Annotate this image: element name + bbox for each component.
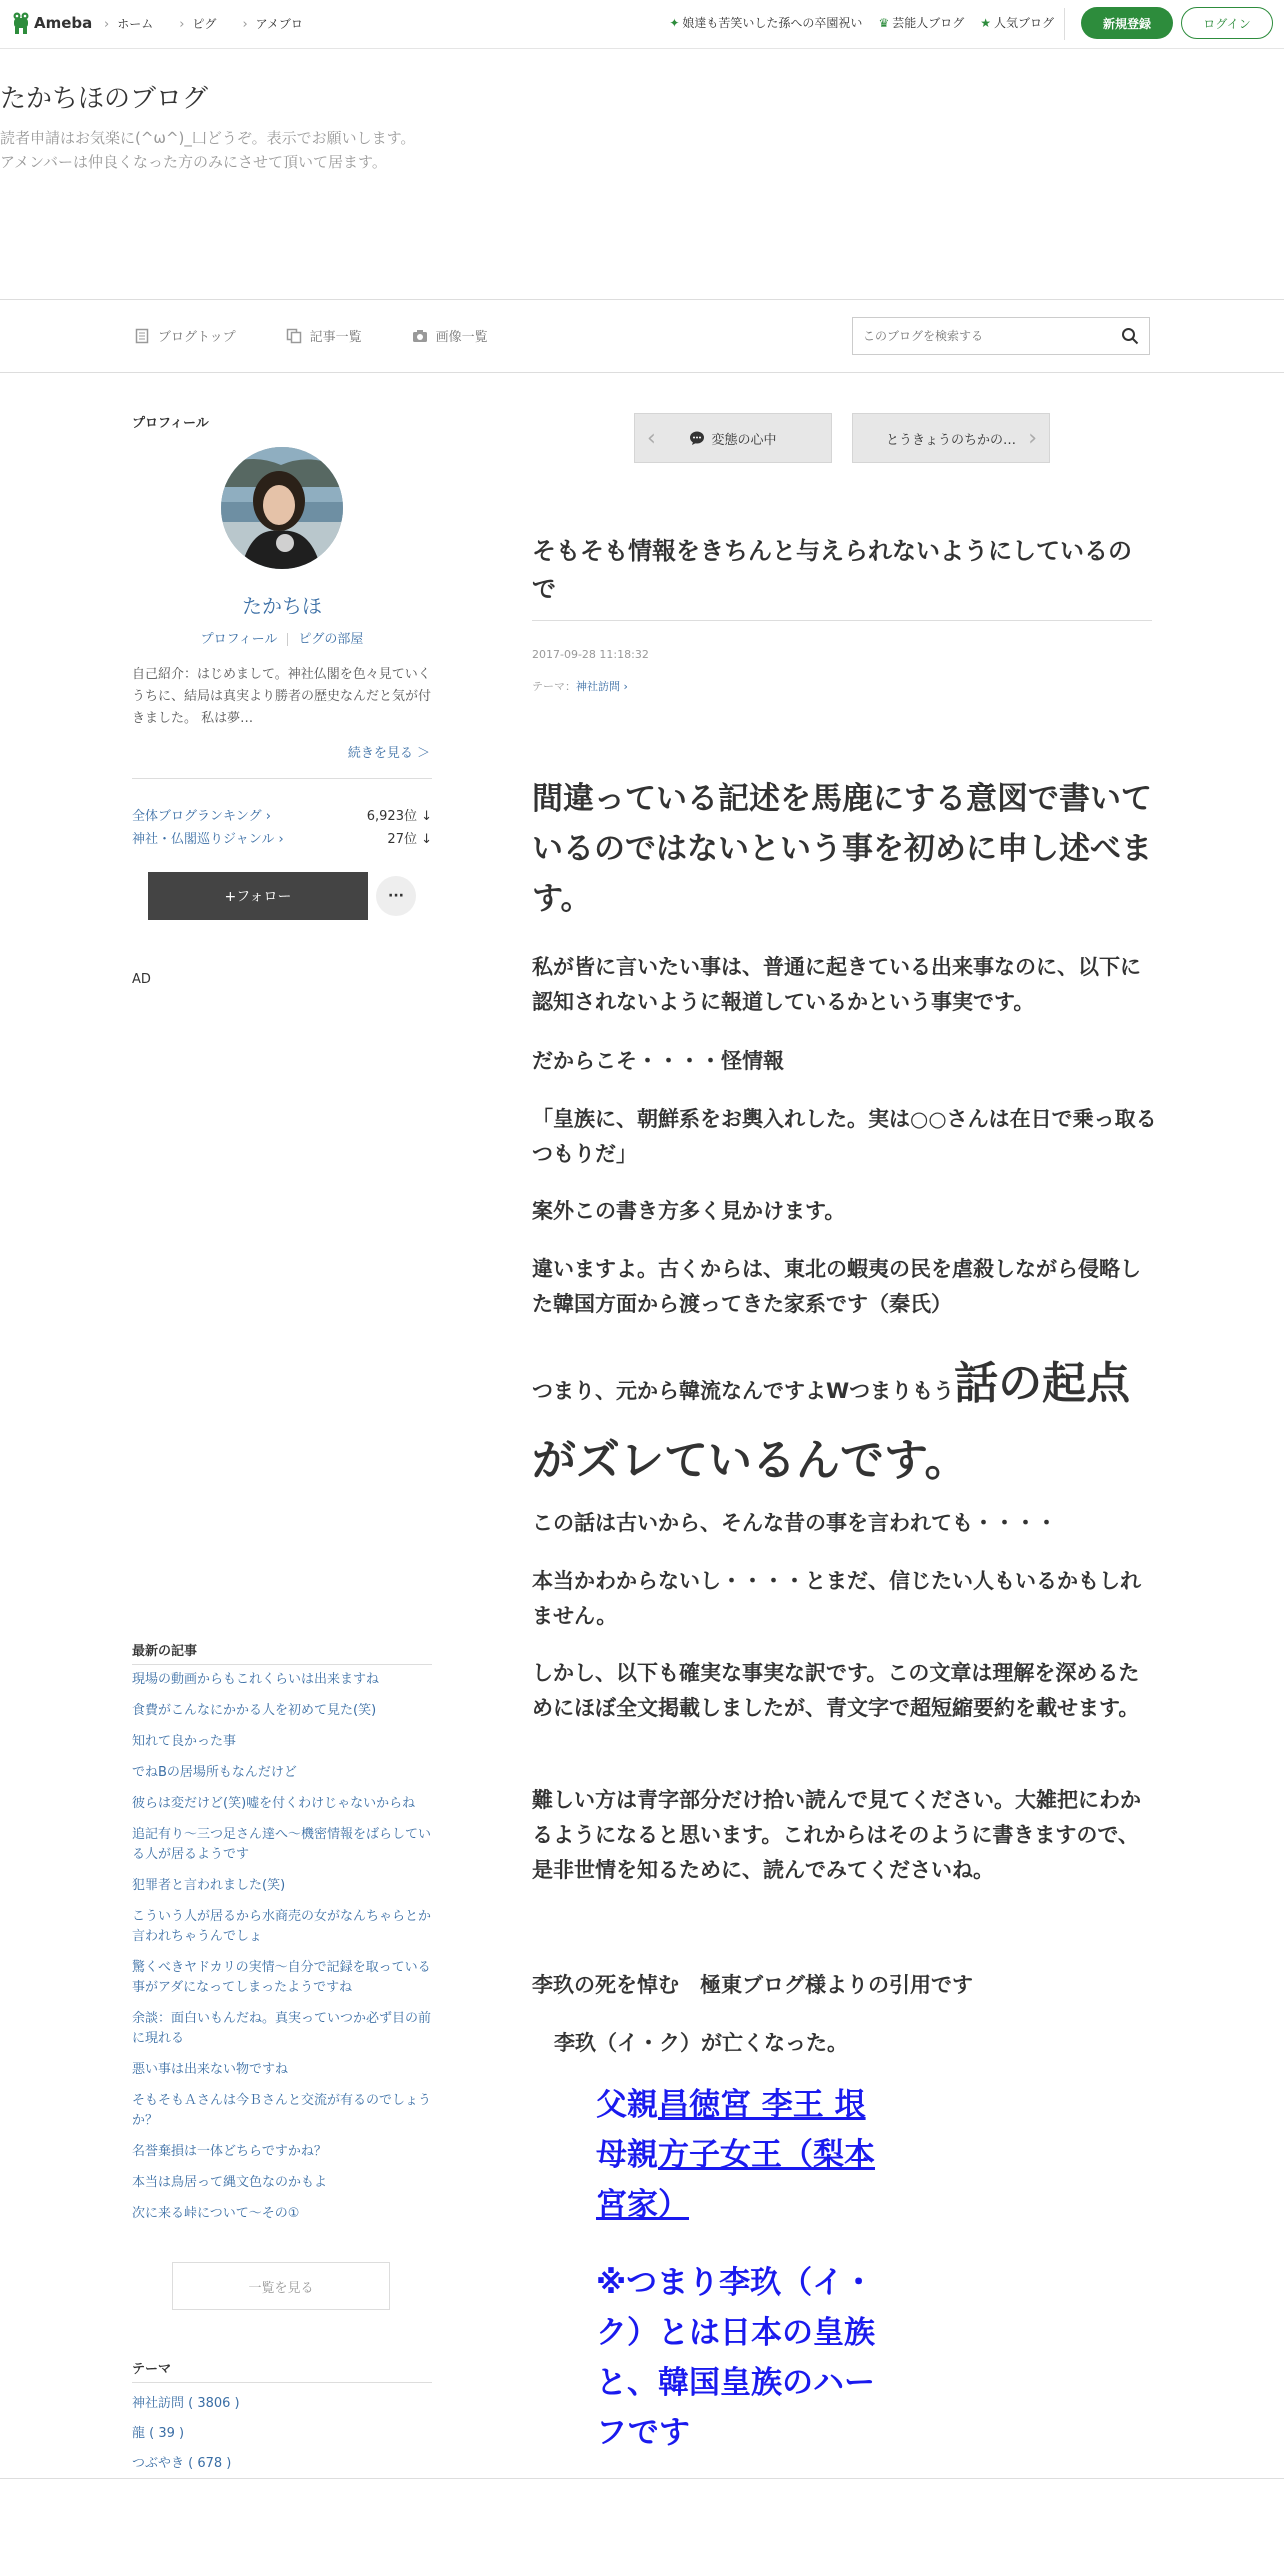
recent-articles-list bbox=[132, 1670, 432, 2235]
header-link-label: 芸能人ブログ bbox=[892, 16, 965, 30]
blog-search-input[interactable] bbox=[853, 318, 1113, 354]
sidebar-divider bbox=[132, 778, 432, 779]
global-header bbox=[0, 0, 1284, 49]
blog-nav bbox=[134, 326, 488, 345]
blog-description-line: アメンバーは仲良くなった方のみにさせて頂いて居ます。 bbox=[0, 153, 387, 171]
nav-ameblo[interactable]: › アメブロ bbox=[242, 15, 302, 32]
mother-label: 母親 bbox=[596, 2137, 658, 2173]
recent-article-link[interactable]: 悪い事は出来ない物ですね bbox=[132, 2062, 289, 2077]
blog-nav-top-label: ブログトップ bbox=[158, 330, 236, 345]
profile-heading: プロフィール bbox=[132, 416, 209, 431]
mother-name-link[interactable]: 方子女王 bbox=[658, 2137, 782, 2173]
entry-paragraph: 本当かわからないし・・・・とまだ、信じたい人もいるかもしれません。 bbox=[532, 1569, 1141, 1628]
father-label: 父親 bbox=[596, 2087, 658, 2123]
nav-pig[interactable]: › ピグ bbox=[179, 15, 216, 32]
blog-nav-images[interactable] bbox=[412, 326, 488, 345]
blog-nav-images-label: 画像一覧 bbox=[435, 330, 488, 345]
frog-logo-icon bbox=[12, 11, 30, 35]
theme-link[interactable]: つぶやき ( 678 ) bbox=[132, 2456, 232, 2471]
entry-paragraph: 違いますよ。古くからは、東北の蝦夷の民を虐殺しながら侵略した韓国方面から渡ってきた家系です（秦氏） bbox=[532, 1257, 1141, 1316]
recent-article-link[interactable]: 余談：面白いもんだね。真実っていつか必ず目の前に現れる bbox=[132, 2011, 432, 2046]
title-divider bbox=[532, 620, 1152, 621]
mother-suffix-link[interactable]: （梨本宮家） bbox=[596, 2137, 875, 2223]
theme-link[interactable]: 龍 ( 39 ) bbox=[132, 2426, 185, 2441]
header-link-label: 娘達も苦笑いした孫への卒園祝い bbox=[682, 16, 863, 30]
recent-article-link[interactable]: 追記有り～三つ足さん達へ～機密情報をばらしている人が居るようです bbox=[132, 1827, 432, 1862]
prev-entry-button[interactable] bbox=[634, 413, 832, 463]
ranking-genre bbox=[132, 828, 432, 847]
recent-article-link[interactable]: 驚くべきヤドカリの実情～自分で記録を取っている事がアダになってしまったようですね bbox=[132, 1960, 431, 1995]
logo-text: Ameba bbox=[34, 14, 93, 32]
ranking-overall-value: 6,923位 ↓ bbox=[366, 809, 432, 824]
entry-theme bbox=[532, 678, 628, 694]
blog-title[interactable]: たかちほのブログ bbox=[0, 84, 209, 114]
ranking-overall bbox=[132, 805, 432, 824]
recent-article-link[interactable]: 知れて良かった事 bbox=[132, 1734, 237, 1749]
nav-home[interactable]: › ホーム bbox=[104, 15, 153, 32]
entry-note: ※つまり李玖（イ・ク）とは日本の皇族と、韓国皇族のハーフです bbox=[596, 2265, 875, 2451]
chevron-left-icon: ‹ bbox=[647, 426, 656, 451]
prev-entry-label: 変態の心中 bbox=[711, 432, 777, 448]
next-entry-label: とうきょうのちかの… bbox=[885, 432, 1016, 448]
sparkle-icon: ✦ bbox=[669, 16, 680, 30]
recent-article-link[interactable]: 次に来る峠について～その① bbox=[132, 2206, 300, 2221]
header-divider bbox=[0, 299, 1284, 300]
recent-article-link[interactable]: そもそもＡさんは今Ｂさんと交流が有るのでしょうか？ bbox=[132, 2093, 432, 2128]
recent-heading: 最新の記事 bbox=[132, 1644, 198, 1659]
blog-description-line: 読者申請はお気楽に(^ω^)_凵どうぞ。表示でお願いします。 bbox=[0, 129, 416, 147]
blog-nav-top[interactable] bbox=[134, 326, 236, 345]
recent-article-link[interactable]: でねBの居場所もなんだけど bbox=[132, 1765, 297, 1780]
profile-link[interactable]: プロフィール bbox=[200, 632, 278, 647]
entry-paragraph: 私が皆に言いたい事は、普通に起きている出来事なのに、以下に認知されないように報道しているかという事実です。 bbox=[532, 955, 1141, 1014]
header-link-celebrity[interactable] bbox=[878, 14, 964, 31]
entry-paragraph: だからこそ・・・・怪情報 bbox=[532, 1049, 784, 1073]
search-icon[interactable] bbox=[1121, 327, 1139, 345]
recent-article-link[interactable]: 犯罪者と言われました(笑) bbox=[132, 1878, 286, 1893]
profile-links bbox=[132, 628, 432, 647]
avatar[interactable] bbox=[221, 447, 343, 569]
recent-article-link[interactable]: 彼らは変だけど(笑)嘘を付くわけじゃないからね bbox=[132, 1796, 416, 1811]
ranking-genre-link[interactable]: 神社・仏閣巡りジャンル › bbox=[132, 832, 284, 847]
header-link-news[interactable] bbox=[669, 14, 862, 31]
entry-theme-link[interactable]: 神社訪問 › bbox=[576, 680, 628, 693]
entry-date: 2017-09-28 11:18:32 bbox=[532, 648, 649, 661]
chevron-right-icon: › bbox=[1028, 426, 1037, 451]
recent-article-link[interactable]: 名誉棄損は一体どちらですかね？ bbox=[132, 2144, 327, 2159]
mother-line bbox=[596, 2130, 896, 2230]
recent-article-link[interactable]: 食費がこんなにかかる人を初めて見た(笑) bbox=[132, 1703, 377, 1718]
header-link-popular[interactable] bbox=[980, 14, 1054, 31]
entry-paragraph: この話は古いから、そんな昔の事を言われても・・・・ bbox=[532, 1511, 1057, 1535]
login-button[interactable]: ログイン bbox=[1181, 7, 1273, 39]
page-bottom-divider bbox=[0, 2478, 1284, 2479]
father-name-link[interactable]: 昌徳宮 李王 垠 bbox=[658, 2087, 866, 2123]
entry-paragraph: 難しい方は青字部分だけ拾い読んで見てください。大雑把にわかるようになると思います。これからはそのように書きますので、是非世情を知るために、読んでみてくださいね。 bbox=[532, 1788, 1141, 1882]
blog-description bbox=[0, 126, 1284, 174]
entry-paragraph: 李玖の死を悼む 極東ブログ様よりの引用です bbox=[532, 1973, 973, 1997]
entry-family-block bbox=[596, 2080, 896, 2230]
ameba-logo[interactable] bbox=[12, 11, 92, 35]
entry-title[interactable]: そもそも情報をきちんと与えられないようにしているので bbox=[532, 537, 1132, 603]
theme-list bbox=[132, 2396, 240, 2486]
ad-label: AD bbox=[132, 972, 151, 987]
star-icon: ★ bbox=[980, 16, 991, 30]
link-separator bbox=[287, 633, 288, 646]
entry-paragraph: 「皇族に、朝鮮系をお輿入れした。実は○○さんは在日で乗っ取るつもりだ」 bbox=[532, 1107, 1157, 1166]
global-nav bbox=[104, 15, 303, 32]
theme-heading: テーマ bbox=[132, 2362, 172, 2377]
entry-paragraph-emphasis bbox=[532, 1350, 1157, 1504]
recent-article-link[interactable]: 現場の動画からもこれくらいは出来ますね bbox=[132, 1672, 380, 1687]
more-button[interactable]: ··· bbox=[376, 876, 416, 916]
entry-paragraph: 間違っている記述を馬鹿にする意図で書いているのではないという事を初めに申し述べます。 bbox=[532, 781, 1152, 917]
theme-link[interactable]: 神社訪問 ( 3806 ) bbox=[132, 2396, 240, 2411]
profile-intro: 自己紹介：はじめまして。神社仏閣を色々見ていくうちに、結局は真実より勝者の歴史なんだと気が付きました。 私は夢… bbox=[132, 667, 432, 726]
ranking-overall-link[interactable]: 全体ブログランキング › bbox=[132, 809, 271, 824]
entry-quote: 李玖（イ・ク）が亡くなった。 bbox=[554, 2031, 848, 2055]
follow-button[interactable]: +フォロー bbox=[148, 872, 368, 920]
avatar-photo bbox=[221, 447, 343, 569]
chat-bubble-icon bbox=[689, 430, 705, 446]
ranking-genre-value: 27位 ↓ bbox=[387, 832, 432, 847]
camera-icon bbox=[412, 328, 428, 344]
entry-paragraph: しかし、以下も確実な事実な訳です。この文章は理解を深めるためにほぼ全文掲載しましたが、青文字で超短縮要約を載せます。 bbox=[532, 1661, 1140, 1720]
blog-nav-list-label: 記事一覧 bbox=[309, 330, 362, 345]
header-links bbox=[669, 14, 1054, 31]
header-link-label: 人気ブログ bbox=[993, 16, 1054, 30]
blog-search bbox=[852, 317, 1150, 355]
entry-emphasis-lead: つまり、元から韓流なんですよWつまりもう bbox=[532, 1379, 955, 1403]
next-entry-button[interactable] bbox=[852, 413, 1050, 463]
blog-nav-list[interactable] bbox=[286, 326, 362, 345]
recent-article-link[interactable]: こういう人が居るから水商売の女がなんちゃらとか言われちゃうんでしょ bbox=[132, 1909, 432, 1944]
see-all-button[interactable]: 一覧を見る bbox=[172, 2262, 390, 2310]
sidebar-divider bbox=[132, 1664, 432, 1665]
entry-emphasis-big: 話の起点がズレているんです。 bbox=[532, 1358, 1131, 1486]
signup-button[interactable]: 新規登録 bbox=[1081, 7, 1173, 39]
copy-icon bbox=[286, 328, 302, 344]
pig-room-link[interactable]: ピグの部屋 bbox=[298, 632, 364, 647]
entry-paragraph: 案外この書き方多く見かけます。 bbox=[532, 1199, 846, 1223]
read-more-link[interactable]: 続きを見る ＞ bbox=[347, 746, 430, 761]
entry-theme-label: テーマ： bbox=[532, 680, 576, 693]
header-separator bbox=[1064, 8, 1065, 40]
nav-divider bbox=[0, 372, 1284, 373]
crown-icon: ♛ bbox=[878, 16, 890, 30]
document-icon bbox=[134, 328, 150, 344]
father-line bbox=[596, 2080, 896, 2130]
sidebar-divider bbox=[132, 2382, 432, 2383]
profile-username[interactable]: たかちほ bbox=[242, 594, 322, 618]
recent-article-link[interactable]: 本当は鳥居って縄文色なのかもよ bbox=[132, 2175, 328, 2190]
